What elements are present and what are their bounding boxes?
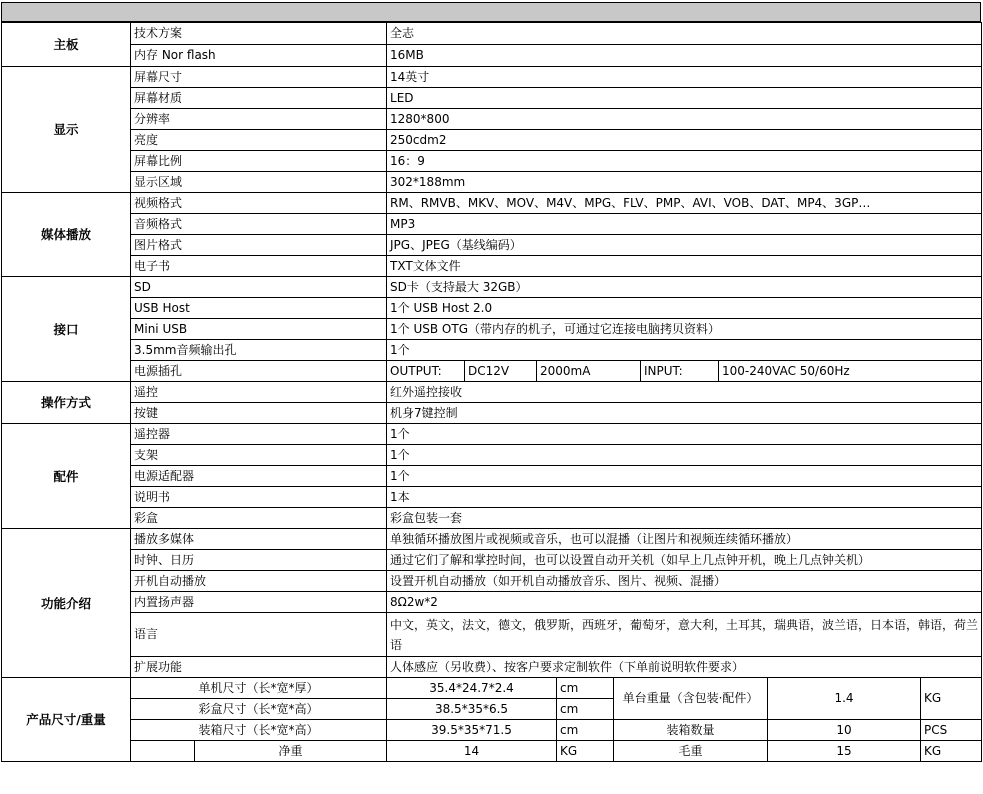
row-value: 彩盒包装一套 bbox=[387, 508, 982, 529]
section-operation: 操作方式 bbox=[2, 382, 131, 424]
section-features: 功能介绍 bbox=[2, 529, 131, 678]
row-value: 机身7键控制 bbox=[387, 403, 982, 424]
row-label: 扩展功能 bbox=[131, 657, 387, 678]
net-weight-value: 14 bbox=[387, 741, 557, 762]
row-value: RM、RMVB、MKV、MOV、M4V、MPG、FLV、PMP、AVI、VOB、DAT、MP4、3GP… bbox=[387, 193, 982, 214]
row-label: SD bbox=[131, 277, 387, 298]
row-value: 1本 bbox=[387, 487, 982, 508]
row-value: 红外遥控接收 bbox=[387, 382, 982, 403]
power-label: 电源插孔 bbox=[131, 361, 387, 382]
carton-size-label: 装箱尺寸（长*宽*高） bbox=[131, 720, 387, 741]
row-value: 8Ω2w*2 bbox=[387, 592, 982, 613]
row-value: 1个 USB OTG（带内存的机子，可通过它连接电脑拷贝资料） bbox=[387, 319, 982, 340]
row-value: 单独循环播放图片或视频或音乐，也可以混播（让图片和视频连续循环播放） bbox=[387, 529, 982, 550]
header-bar bbox=[1, 2, 981, 22]
net-weight-label: 净重 bbox=[195, 741, 387, 762]
row-value: TXT文体文件 bbox=[387, 256, 982, 277]
row-label: 支架 bbox=[131, 445, 387, 466]
output-current: 2000mA bbox=[536, 361, 626, 381]
row-value: 16MB bbox=[387, 45, 982, 67]
gift-box-size-unit: cm bbox=[557, 699, 614, 720]
row-value: 1个 USB Host 2.0 bbox=[387, 298, 982, 319]
row-value: 设置开机自动播放（如开机自动播放音乐、图片、视频、混播） bbox=[387, 571, 982, 592]
row-value: 16：9 bbox=[387, 151, 982, 172]
row-value: 全志 bbox=[387, 23, 982, 45]
carton-qty-value: 10 bbox=[768, 720, 921, 741]
net-weight-spacer bbox=[131, 741, 195, 762]
row-label: Mini USB bbox=[131, 319, 387, 340]
gift-box-size-value: 38.5*35*6.5 bbox=[387, 699, 557, 720]
section-display: 显示 bbox=[2, 67, 131, 193]
row-label: 开机自动播放 bbox=[131, 571, 387, 592]
row-label: 屏幕比例 bbox=[131, 151, 387, 172]
row-label: 亮度 bbox=[131, 130, 387, 151]
output-voltage: DC12V bbox=[464, 361, 522, 381]
row-value: 中文，英文，法文，德文，俄罗斯，西班牙，葡萄牙，意大利，土耳其，瑞典语，波兰语，日本语，韩语，荷兰语 bbox=[387, 613, 982, 657]
section-interface: 接口 bbox=[2, 277, 131, 382]
section-mainboard: 主板 bbox=[2, 23, 131, 67]
spec-table bbox=[1, 22, 982, 762]
row-value: 通过它们了解和掌控时间，也可以设置自动开关机（如早上几点钟开机，晚上几点钟关机） bbox=[387, 550, 982, 571]
unit-weight-value: 1.4 bbox=[768, 678, 921, 720]
row-value: 1个 bbox=[387, 424, 982, 445]
row-value: 1个 bbox=[387, 445, 982, 466]
row-label: 电子书 bbox=[131, 256, 387, 277]
carton-qty-unit: PCS bbox=[921, 720, 982, 741]
gross-weight-label: 毛重 bbox=[614, 741, 768, 762]
row-value: 1个 bbox=[387, 466, 982, 487]
power-value bbox=[387, 361, 982, 382]
gift-box-size-label: 彩盒尺寸（长*宽*高） bbox=[131, 699, 387, 720]
row-label: 说明书 bbox=[131, 487, 387, 508]
row-value: MP3 bbox=[387, 214, 982, 235]
row-label: 内置扬声器 bbox=[131, 592, 387, 613]
row-label: 分辨率 bbox=[131, 109, 387, 130]
carton-qty-label: 装箱数量 bbox=[614, 720, 768, 741]
row-value: 14英寸 bbox=[387, 67, 982, 88]
section-media: 媒体播放 bbox=[2, 193, 131, 277]
row-label: 播放多媒体 bbox=[131, 529, 387, 550]
row-label: 显示区域 bbox=[131, 172, 387, 193]
row-value: LED bbox=[387, 88, 982, 109]
row-label: 按键 bbox=[131, 403, 387, 424]
row-label: 3.5mm音频输出孔 bbox=[131, 340, 387, 361]
row-label: 彩盒 bbox=[131, 508, 387, 529]
row-label: 视频格式 bbox=[131, 193, 387, 214]
row-label: 图片格式 bbox=[131, 235, 387, 256]
row-label: 遥控 bbox=[131, 382, 387, 403]
row-label: 语言 bbox=[131, 613, 387, 657]
row-label: 遥控器 bbox=[131, 424, 387, 445]
unit-size-value: 35.4*24.7*2.4 bbox=[387, 678, 557, 699]
gross-weight-unit: KG bbox=[921, 741, 982, 762]
row-value: 1个 bbox=[387, 340, 982, 361]
row-label: USB Host bbox=[131, 298, 387, 319]
output-label: OUTPUT: bbox=[390, 363, 442, 378]
row-value: 1280*800 bbox=[387, 109, 982, 130]
unit-weight-unit: KG bbox=[921, 678, 982, 720]
power-spec bbox=[387, 361, 981, 381]
row-value: JPG、JPEG（基线编码） bbox=[387, 235, 982, 256]
row-label: 屏幕材质 bbox=[131, 88, 387, 109]
row-value: 302*188mm bbox=[387, 172, 982, 193]
row-label: 屏幕尺寸 bbox=[131, 67, 387, 88]
row-label: 内存 Nor flash bbox=[131, 45, 387, 67]
unit-size-unit: cm bbox=[557, 678, 614, 699]
input-label: INPUT: bbox=[640, 361, 704, 381]
row-label: 电源适配器 bbox=[131, 466, 387, 487]
carton-size-value: 39.5*35*71.5 bbox=[387, 720, 557, 741]
row-label: 技术方案 bbox=[131, 23, 387, 45]
row-label: 音频格式 bbox=[131, 214, 387, 235]
input-voltage: 100-240VAC 50/60Hz bbox=[718, 361, 850, 381]
section-size-weight: 产品尺寸/重量 bbox=[2, 678, 131, 762]
section-accessories: 配件 bbox=[2, 424, 131, 529]
carton-size-unit: cm bbox=[557, 720, 614, 741]
net-weight-unit: KG bbox=[557, 741, 614, 762]
unit-size-label: 单机尺寸（长*宽*厚） bbox=[131, 678, 387, 699]
row-value: 人体感应（另收费）、按客户要求定制软件（下单前说明软件要求） bbox=[387, 657, 982, 678]
gross-weight-value: 15 bbox=[768, 741, 921, 762]
unit-weight-label: 单台重量（含包装·配件） bbox=[614, 678, 768, 720]
row-value: 250cdm2 bbox=[387, 130, 982, 151]
row-label: 时钟、日历 bbox=[131, 550, 387, 571]
row-value: SD卡（支持最大 32GB） bbox=[387, 277, 982, 298]
